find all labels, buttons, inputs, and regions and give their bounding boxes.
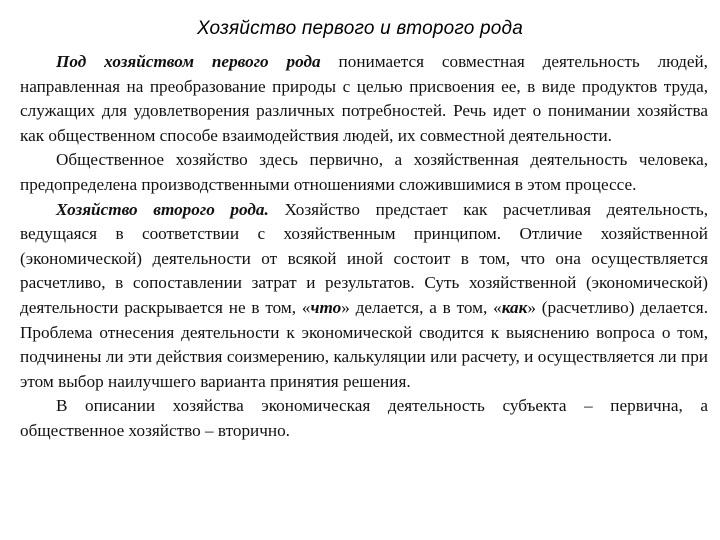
term-second-kind: Хозяйство второго рода. — [56, 199, 269, 219]
paragraph-conclusion — [20, 394, 708, 443]
paragraph-conclusion-text: В описании хозяйства экономическая деятельность субъекта – первична, а общественное хозяйство – вторично. — [20, 396, 708, 440]
paragraph-first-kind-text: понимается совместная деятельность людей, направленная на преобразование природы с целью присвоения ее, в виде продуктов труда, служащих для удовлетворения различных потребностей. Речь идет о понимании хозяйства как общественном способе взаимодействия людей, их совместной деятельности. — [20, 52, 708, 145]
paragraph-second-kind — [20, 198, 708, 395]
emphasis-what: что — [310, 297, 342, 317]
paragraph-second-kind-text-b: » делается, а в том, « — [341, 297, 502, 317]
paragraph-second-kind-text-c: » (расчетливо) делается. Проблема отнесения деятельности к экономической сводится к выяснению вопроса о том, подчинены ли эти действия соизмерению, калькуляции или расчету, и осуществляется ли при этом выбор наилучшего варианта принятия решения. — [20, 297, 709, 391]
slide-body — [20, 50, 708, 444]
emphasis-how: как — [501, 297, 528, 317]
paragraph-second-kind-text-a: Хозяйство предстает как расчетливая деятельность, ведущаяся в соответствии с хозяйственным принципом. Отличие хозяйственной (экономической) деятельности от всякой иной состоит в том, что она осуществляется расчетливо, в сопоставлении затрат и результатов. Суть хозяйственной (экономической) деятельности раскрывается не в том, « — [20, 199, 709, 317]
paragraph-first-kind — [20, 50, 708, 148]
term-first-kind: Под хозяйством первого рода — [56, 52, 321, 71]
paragraph-social-economy — [20, 148, 708, 197]
paragraph-social-economy-text: Общественное хозяйство здесь первично, а хозяйственная деятельность человека, предопределена производственными отношениями сложившимися в этом процессе. — [20, 150, 708, 194]
slide-title: Хозяйство первого и второго рода — [197, 18, 523, 39]
